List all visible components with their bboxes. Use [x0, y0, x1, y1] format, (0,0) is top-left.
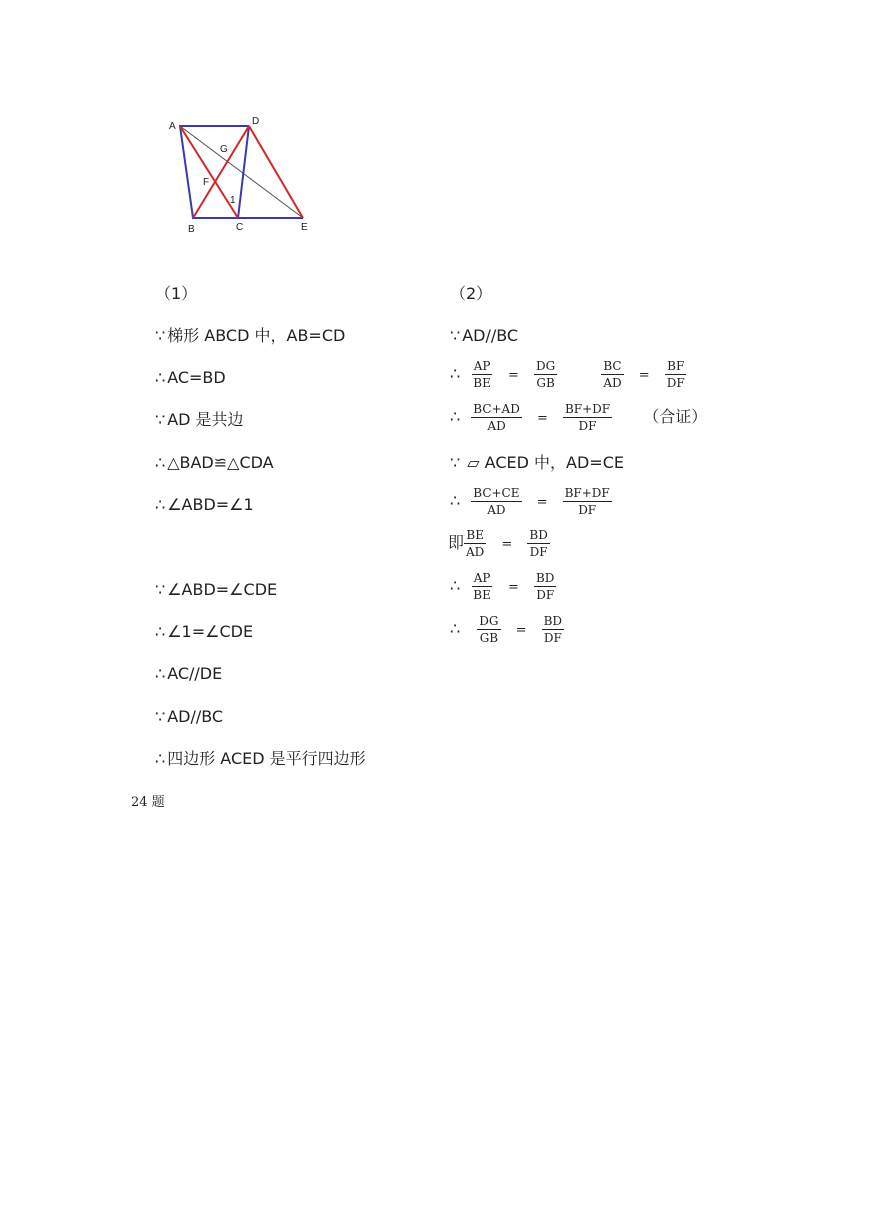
therefore-symbol: ∴: [155, 453, 166, 472]
part2-line-5: [450, 485, 616, 518]
statement-text: AC//DE: [167, 664, 223, 683]
therefore-symbol: ∴: [155, 749, 166, 768]
equals-sign: =: [536, 411, 548, 426]
trapezoid-ABCD: [180, 126, 249, 218]
numerator: BD: [543, 614, 563, 628]
fraction: [534, 358, 557, 391]
numerator: BD: [529, 528, 548, 542]
statement-text: ∠ABD=∠CDE: [167, 580, 278, 599]
label-G: G: [220, 144, 228, 155]
question-number: 24 题: [131, 795, 165, 810]
part2-line-3: [450, 401, 707, 434]
therefore-symbol: ∴: [450, 491, 461, 510]
denominator: DF: [529, 545, 548, 559]
denominator: DF: [666, 376, 685, 390]
statement-text: AD//BC: [167, 707, 224, 726]
fraction: [471, 485, 521, 518]
equals-sign: =: [536, 495, 548, 510]
label-B: B: [188, 224, 195, 235]
denominator: DF: [578, 503, 597, 517]
equals-sign: =: [638, 368, 650, 383]
part1-line-9: [155, 706, 223, 728]
therefore-symbol: ∴: [155, 495, 166, 514]
numerator: AP: [473, 571, 491, 585]
equals-sign: =: [515, 623, 527, 638]
therefore-symbol: ∴: [450, 619, 461, 638]
fraction: [601, 358, 623, 391]
geometry-figure: [160, 108, 330, 238]
denominator: DF: [543, 631, 562, 645]
label-1: 1: [230, 195, 236, 206]
denominator: DF: [578, 419, 597, 433]
denominator: AD: [487, 503, 506, 517]
numerator: DG: [479, 614, 499, 628]
equals-sign: =: [501, 537, 513, 552]
part1-line-5: [155, 494, 254, 516]
fraction: [527, 527, 549, 560]
part1-line-3: [155, 409, 244, 431]
label-C: C: [236, 222, 244, 233]
part1-line-4: [155, 452, 274, 474]
numerator: BC+AD: [473, 402, 520, 416]
statement-text: 梯形 ABCD 中，AB=CD: [167, 326, 346, 345]
denominator: AD: [603, 376, 622, 390]
numerator: BF+DF: [564, 402, 611, 416]
part2-line-1: [450, 325, 518, 347]
fraction: [471, 401, 522, 434]
since-symbol: ∵: [450, 326, 461, 345]
fraction: [471, 358, 493, 391]
prefix-text: 即: [448, 533, 465, 552]
part1-line-2: [155, 367, 226, 389]
part2-line-8: [450, 613, 568, 646]
statement-text: AC=BD: [167, 368, 226, 387]
label-E: E: [301, 222, 308, 233]
since-symbol: ∵: [155, 410, 166, 429]
equals-sign: =: [507, 580, 519, 595]
equals-sign: =: [507, 368, 519, 383]
numerator: BC+CE: [473, 486, 520, 500]
numerator: BF+DF: [564, 486, 610, 500]
statement-text: △BAD≌△CDA: [167, 453, 274, 472]
part1-header: （1）: [155, 284, 198, 303]
part2-line-7: [450, 570, 560, 603]
fraction: [464, 527, 486, 560]
label-A: A: [169, 121, 176, 132]
fraction: [471, 570, 493, 603]
label-F: F: [203, 177, 210, 188]
fraction: [542, 613, 564, 646]
parallelogram-icon: ▱: [467, 453, 480, 472]
part1-line-1: [155, 325, 345, 347]
label-D: D: [252, 116, 260, 127]
statement-text: 四边形 ACED 是平行四边形: [167, 749, 366, 768]
numerator: BE: [466, 528, 484, 542]
statement-text: ACED 中，AD=CE: [479, 453, 624, 472]
numerator: AP: [473, 359, 491, 373]
part2-line-4: [450, 452, 624, 474]
numerator: BF: [667, 359, 685, 373]
therefore-symbol: ∴: [450, 407, 461, 426]
numerator: DG: [535, 359, 556, 373]
numerator: BC: [603, 359, 622, 373]
line-DE: [249, 126, 303, 218]
therefore-symbol: ∴: [155, 368, 166, 387]
fraction: [563, 485, 612, 518]
numerator: BD: [535, 571, 555, 585]
statement-text: ∠1=∠CDE: [167, 622, 254, 641]
part2-header: （2）: [450, 284, 493, 303]
denominator: AD: [487, 419, 506, 433]
part1-line-6: [155, 579, 277, 601]
therefore-symbol: ∴: [450, 576, 461, 595]
part1-line-8: [155, 663, 222, 685]
statement-text: AD//BC: [462, 326, 519, 345]
note-text: （合证）: [643, 407, 708, 426]
statement-text: AD 是共边: [167, 410, 244, 429]
statement-text: ∠ABD=∠1: [167, 495, 254, 514]
fraction: [665, 358, 687, 391]
since-symbol: ∵: [450, 453, 461, 472]
denominator: BE: [473, 588, 491, 602]
since-symbol: ∵: [155, 707, 166, 726]
denominator: GB: [479, 631, 499, 645]
part1-line-7: [155, 621, 253, 643]
since-symbol: ∵: [155, 326, 166, 345]
therefore-symbol: ∴: [155, 664, 166, 683]
part2-line-6: [448, 527, 554, 560]
therefore-symbol: ∴: [155, 622, 166, 641]
part1-line-10: [155, 748, 366, 770]
fraction: [563, 401, 612, 434]
fraction: [534, 570, 556, 603]
denominator: BE: [473, 376, 491, 390]
denominator: DF: [536, 588, 555, 602]
since-symbol: ∵: [155, 580, 166, 599]
denominator: GB: [536, 376, 555, 390]
therefore-symbol: ∴: [450, 364, 461, 383]
part2-line-2: [450, 358, 691, 391]
fraction: [477, 613, 500, 646]
denominator: AD: [466, 545, 485, 559]
